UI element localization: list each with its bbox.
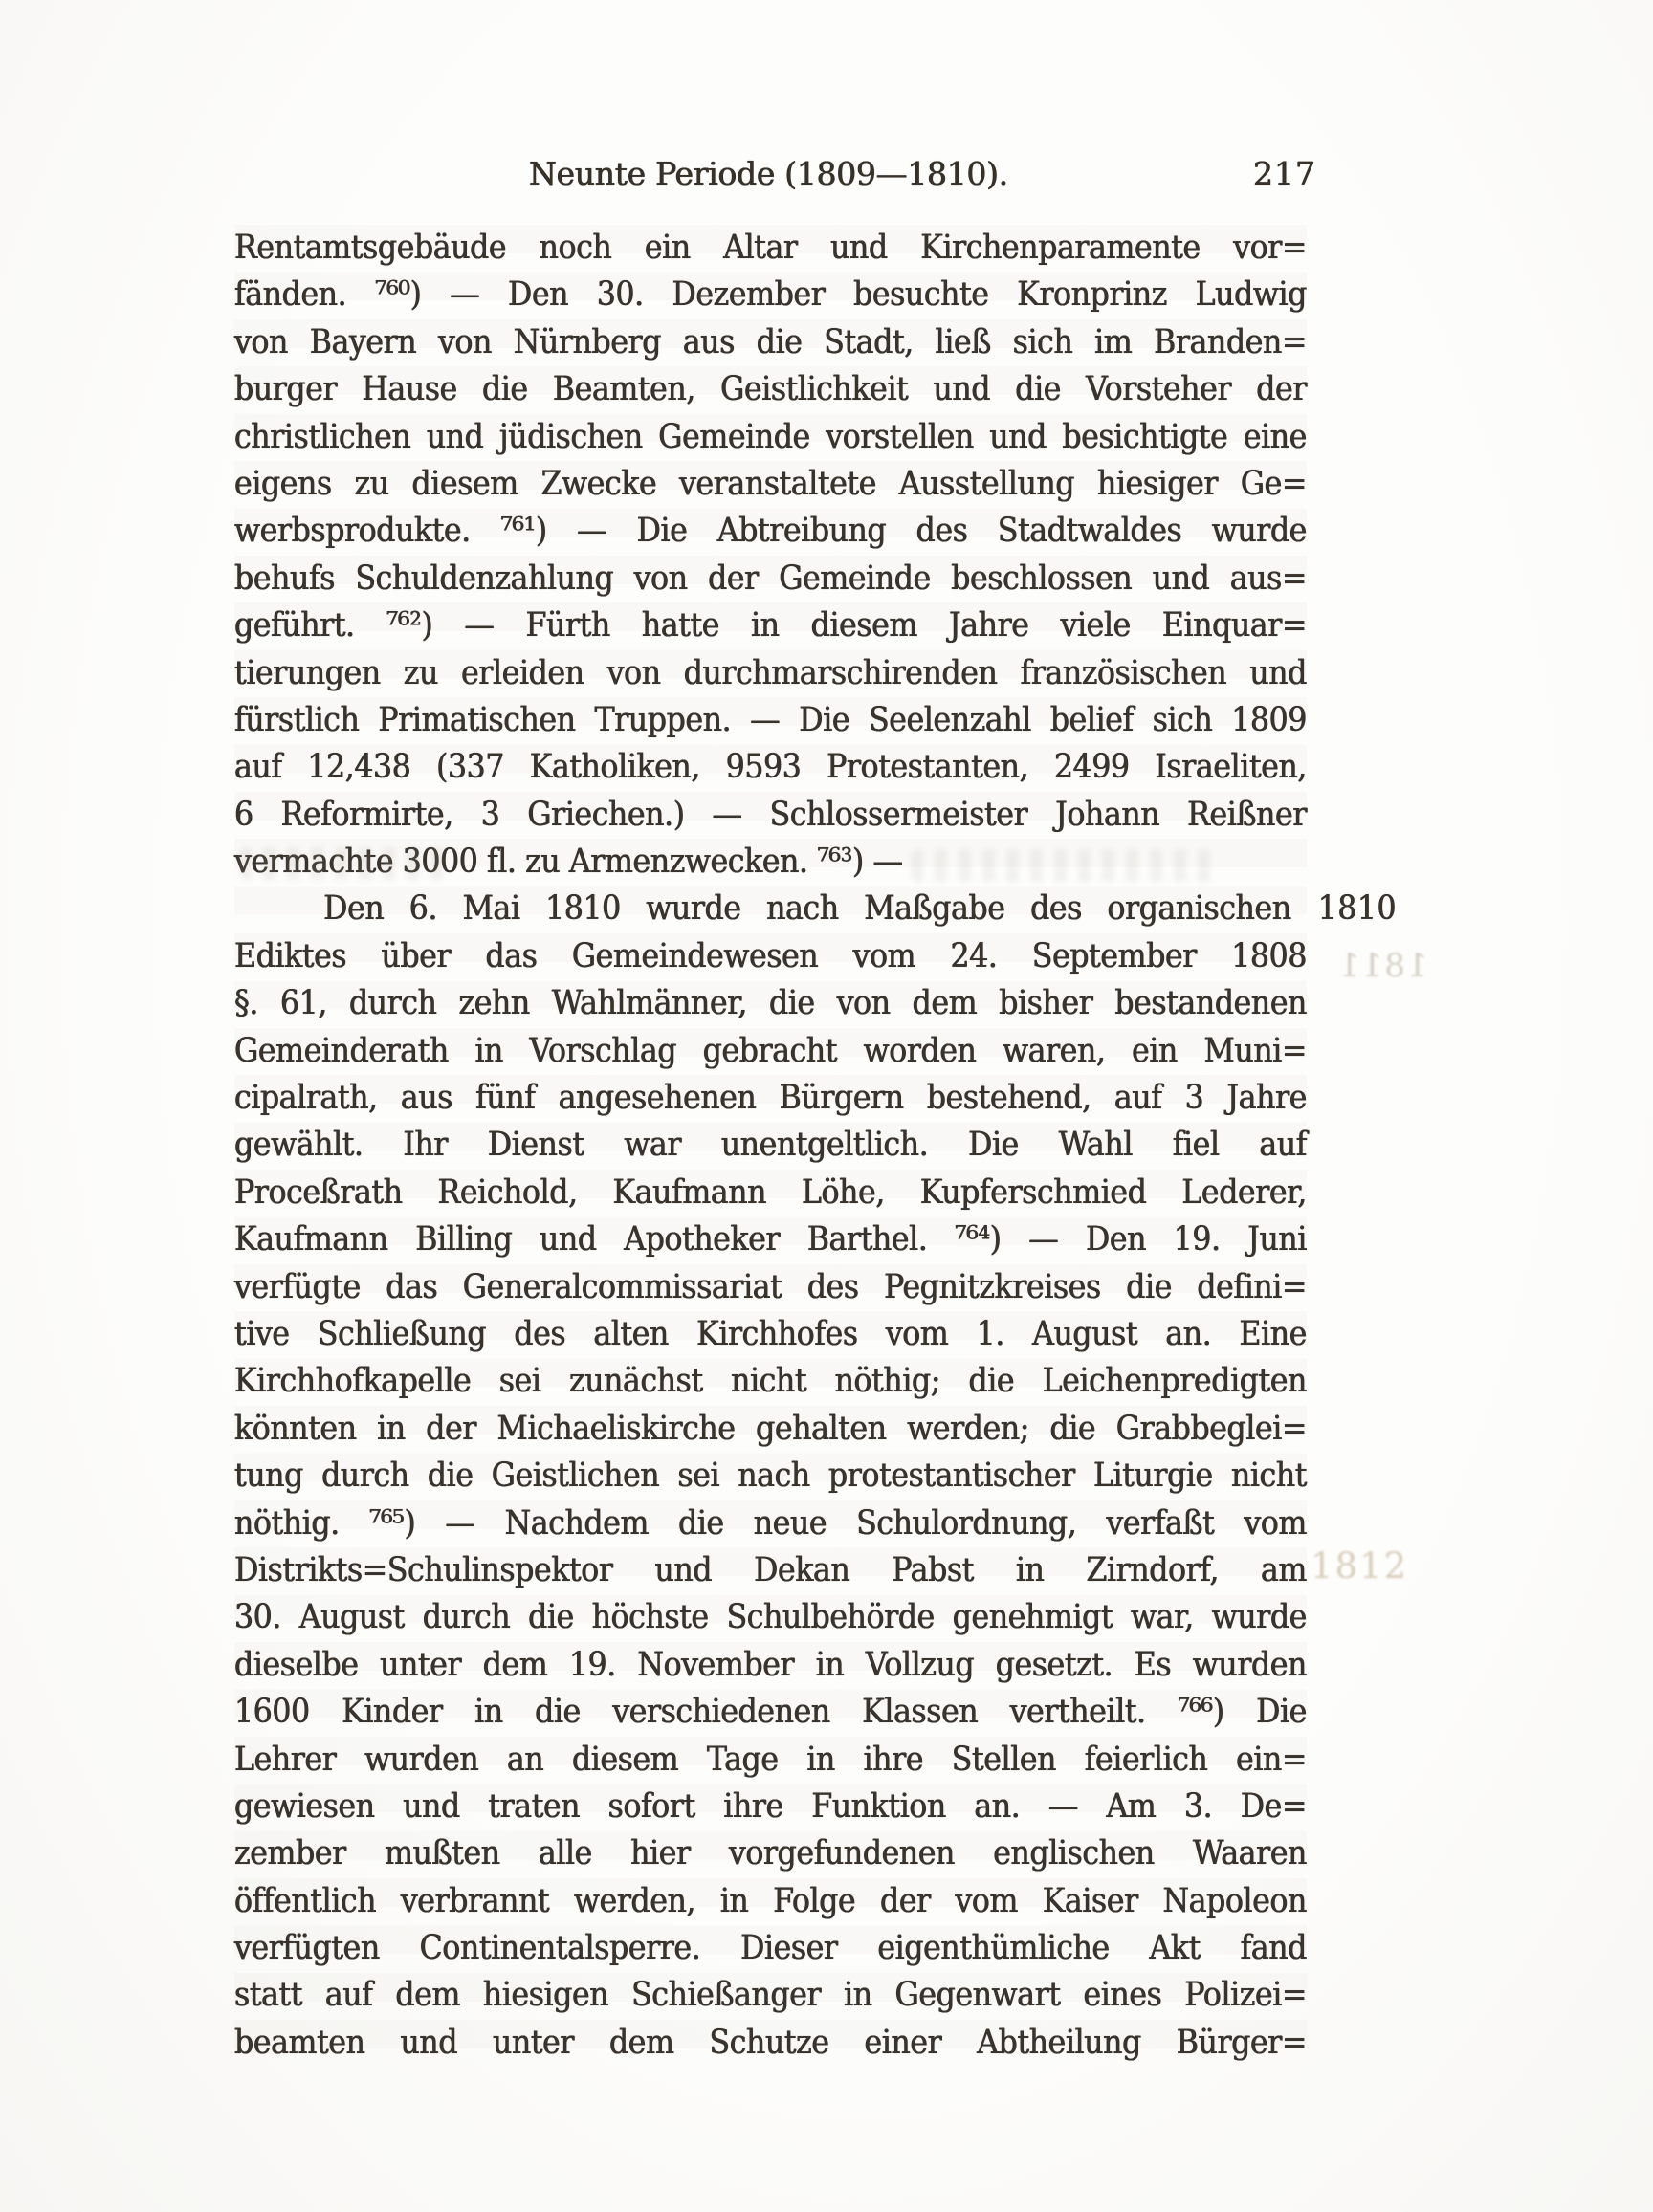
text-line [234,1642,1307,1689]
text-line-content: Lehrer wurden an diesem Tage in ihre Stellen feierlich ein= [234,1740,1307,1779]
text-line [234,319,1307,366]
text-line [234,461,1307,508]
text-line-content: christlichen und jüdischen Gemeinde vorstellen und besichtigte eine [234,417,1307,456]
text-line-content: tive Schließung des alten Kirchhofes vom 1. August an. Eine [234,1314,1307,1353]
bleedthrough-smear [239,847,454,880]
text-line [234,556,1307,602]
text-line-content: Proceßrath Reichold, Kaufmann Löhe, Kupferschmied Lederer, [234,1172,1307,1212]
bleedthrough-year-1811: 1811 [1337,947,1428,985]
text-line [234,1547,1307,1594]
page-header-title: Neunte Periode (1809—1810). [529,155,1008,192]
text-line-content: Ediktes über das Gemeindewesen vom 24. September 1808 [234,936,1307,975]
text-line [234,508,1307,555]
text-line [234,1406,1307,1453]
text-line-content: 6 Reformirte, 3 Griechen.) — Schlossermeister Johann Reißner [234,795,1307,834]
text-line [234,886,1398,932]
text-line-content: 30. August durch die höchste Schulbehörde genehmigt war, wurde [234,1598,1307,1637]
text-line [234,1216,1307,1263]
text-line [234,1453,1307,1500]
running-header [234,149,1316,199]
text-line-content: auf 12,438 (337 Katholiken, 9593 Protestanten, 2499 Israeliten, [234,748,1307,787]
text-line [234,1500,1307,1547]
text-line-content: tierungen zu erleiden von durchmarschirenden französischen und [234,653,1307,692]
text-line [234,792,1307,839]
text-line-content: von Bayern von Nürnberg aus die Stadt, ließ sich im Branden= [234,322,1307,361]
text-line-content: geführt. ⁷⁶²) — Fürth hatte in diesem Jahre viele Einquar= [234,606,1307,646]
text-line-content: werbsprodukte. ⁷⁶¹) — Die Abtreibung des Stadtwaldes wurde [234,512,1307,551]
text-line [234,1830,1307,1877]
text-line [234,1311,1307,1358]
page-number: 217 [1253,155,1316,192]
text-line-content: tung durch die Geistlichen sei nach protestantischer Liturgie nicht [234,1456,1307,1496]
text-line-content: Den 6. Mai 1810 wurde nach Maßgabe des organischen [323,889,1291,929]
text-line [234,1264,1307,1311]
text-line [234,414,1307,461]
text-line [234,1358,1307,1405]
margin-year-note: 1810 [1317,889,1398,929]
text-line [234,1878,1307,1925]
text-line-content: cipalrath, aus fünf angesehenen Bürgern bestehend, auf 3 Jahre [234,1079,1307,1118]
text-line [234,272,1307,318]
text-line-content: gewählt. Ihr Dienst war unentgeltlich. Die Wahl fiel auf [234,1126,1307,1165]
text-line-content: fürstlich Primatischen Truppen. — Die Seelenzahl belief sich 1809 [234,700,1307,739]
text-line [234,650,1307,697]
text-line [234,366,1307,413]
text-line [234,1925,1307,1972]
text-line-content: Kirchhofkapelle sei zunächst nicht nöthig; die Leichenpredigten [234,1362,1307,1401]
text-line-content: öffentlich verbrannt werden, in Folge der vom Kaiser Napoleon [234,1881,1307,1920]
text-line [234,1737,1307,1784]
text-line [234,1075,1307,1122]
text-line-content: eigens zu diesem Zwecke veranstaltete Ausstellung hiesiger Ge= [234,464,1307,503]
text-line-content: vermachte 3000 fl. zu Armenzwecken. ⁷⁶³) — [234,843,903,882]
text-line [234,1784,1307,1830]
text-line [234,1972,1307,2019]
bleedthrough-smear [911,849,1215,882]
text-line-content: verfügten Continentalsperre. Dieser eigenthümliche Akt fand [234,1929,1307,1968]
text-line-content: fänden. ⁷⁶⁰) — Den 30. Dezember besuchte Kronprinz Ludwig [234,275,1307,315]
text-line-content: Rentamtsgebäude noch ein Altar und Kirchenparamente vor= [234,229,1307,267]
text-line [234,2020,1307,2067]
text-line-content: §. 61, durch zehn Wahlmänner, die von dem bisher bestandenen [234,984,1307,1023]
text-line [234,225,1307,272]
text-line [234,980,1307,1027]
text-line-content: Distrikts=Schulinspektor und Dekan Pabst in Zirndorf, am [234,1550,1307,1589]
bleedthrough-year-1812: 1812 [1311,1545,1409,1587]
text-line-content: Gemeinderath in Vorschlag gebracht worden waren, ein Muni= [234,1031,1307,1070]
text-line-content: 1600 Kinder in die verschiedenen Klassen vertheilt. ⁷⁶⁶) Die [234,1693,1307,1732]
text-line [234,697,1307,744]
text-line-content: beamten und unter dem Schutze einer Abtheilung Bürger= [234,2023,1307,2062]
text-line-content: verfügte das Generalcommissariat des Pegnitzkreises die defini= [234,1267,1307,1306]
text-line-content: zember mußten alle hier vorgefundenen englischen Waaren [234,1834,1307,1873]
text-line-content: behufs Schuldenzahlung von der Gemeinde beschlossen und aus= [234,558,1307,598]
text-line [234,744,1307,791]
text-line-content: statt auf dem hiesigen Schießanger in Gegenwart eines Polizei= [234,1976,1307,2015]
text-line [234,1122,1307,1169]
text-line [234,1028,1307,1075]
text-line-content: gewiesen und traten sofort ihre Funktion an. — Am 3. De= [234,1786,1307,1826]
text-line [234,933,1307,980]
text-line-content: burger Hause die Beamten, Geistlichkeit und die Vorsteher der [234,370,1307,409]
text-line-content: nöthig. ⁷⁶⁵) — Nachdem die neue Schulordnung, verfaßt vom [234,1503,1307,1543]
text-line [234,602,1307,649]
text-line-content: Kaufmann Billing und Apotheker Barthel. ⁷⁶⁴) — Den 19. Juni [234,1220,1307,1259]
text-line [234,1594,1307,1641]
text-line-content: könnten in der Michaeliskirche gehalten werden; die Grabbeglei= [234,1409,1307,1448]
text-line-content: dieselbe unter dem 19. November in Vollzug gesetzt. Es wurden [234,1645,1307,1684]
text-line [234,1689,1307,1736]
text-line [234,1170,1307,1216]
